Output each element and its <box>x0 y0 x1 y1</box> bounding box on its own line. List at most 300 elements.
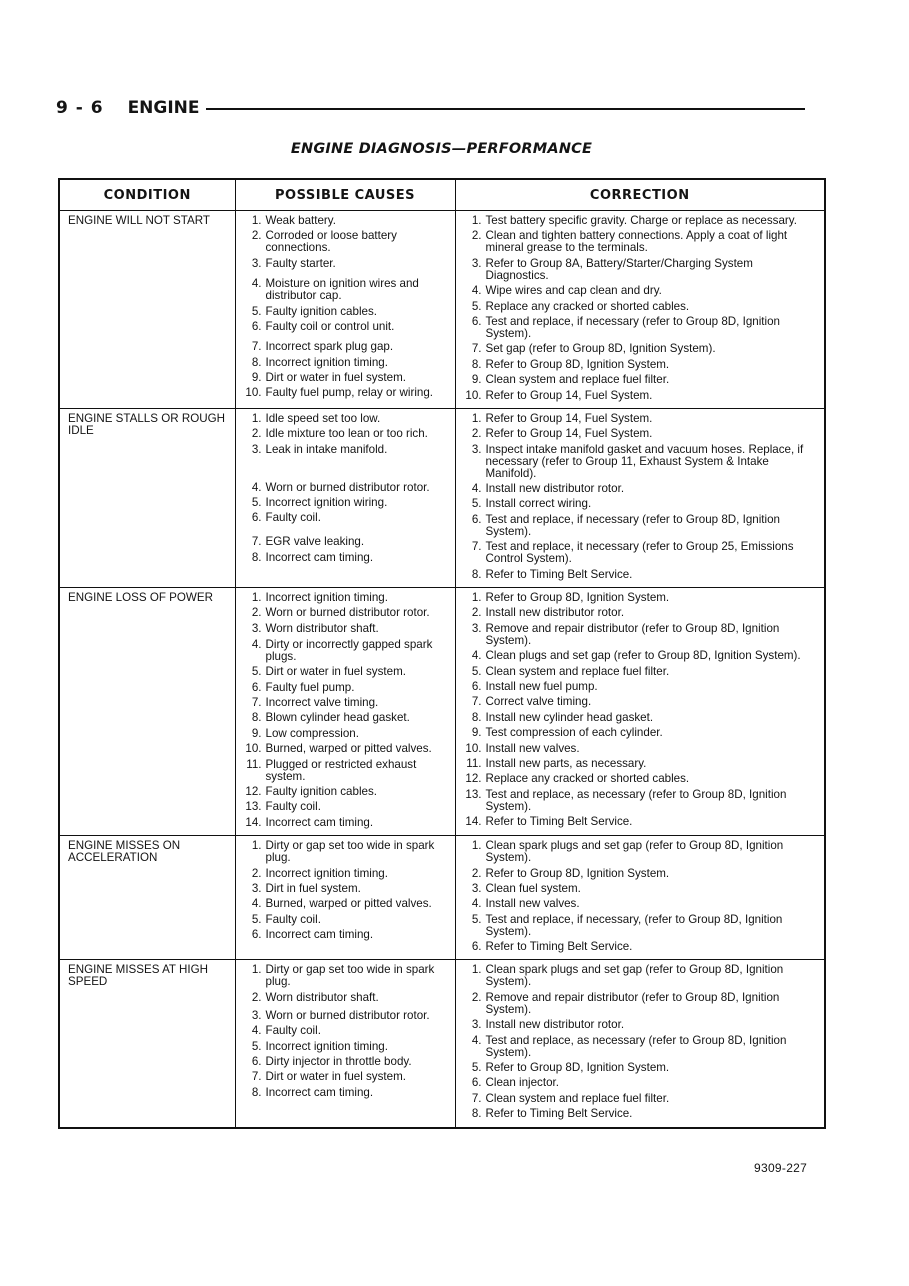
cause-item <box>244 786 449 798</box>
cause-item <box>244 992 449 1004</box>
item-number: 2. <box>251 229 262 243</box>
item-text: Remove and repair distributor (refer to Group 8D, Ignition System). <box>485 990 780 1016</box>
figure-id: 9309-227 <box>754 1161 808 1175</box>
item-text: Dirt in fuel system. <box>265 881 361 895</box>
cause-item <box>244 444 449 456</box>
item-number: 6. <box>251 928 262 942</box>
item-text: Worn or burned distributor rotor. <box>265 1008 430 1022</box>
correction-item <box>464 868 819 880</box>
item-number: 4. <box>251 897 262 911</box>
cause-item <box>244 639 449 663</box>
causes-list <box>244 592 449 829</box>
item-text: Install new valves. <box>485 741 580 755</box>
item-text: Clean system and replace fuel filter. <box>485 1091 670 1105</box>
cause-item <box>244 497 449 509</box>
condition-cell: ENGINE STALLS OR ROUGH IDLE <box>59 408 235 587</box>
correction-item <box>464 743 819 755</box>
correction-item <box>464 773 819 785</box>
correction-item <box>464 816 819 828</box>
item-number: 5. <box>471 664 482 678</box>
page-number: 9 - 6 <box>56 98 104 118</box>
item-text: Refer to Timing Belt Service. <box>485 815 633 829</box>
correction-item <box>464 258 819 282</box>
item-text: Replace any cracked or shorted cables. <box>485 772 690 786</box>
correction-item <box>464 483 819 495</box>
item-number: 2. <box>471 866 482 880</box>
cause-item <box>244 868 449 880</box>
correction-item <box>464 607 819 619</box>
cause-item <box>244 482 449 494</box>
item-text: Burned, warped or pitted valves. <box>265 897 432 911</box>
cause-item <box>244 682 449 694</box>
item-number: 5. <box>251 912 262 926</box>
item-text: Faulty ignition cables. <box>265 304 377 318</box>
item-text: Faulty coil. <box>265 800 321 814</box>
item-number: 3. <box>471 881 482 895</box>
condition-cell: ENGINE WILL NOT START <box>59 211 235 409</box>
correction-item <box>464 898 819 910</box>
item-number: 10. <box>465 741 482 755</box>
item-number: 4. <box>471 1033 482 1047</box>
cause-item <box>244 623 449 635</box>
item-text: Incorrect ignition timing. <box>265 866 388 880</box>
item-text: Test and replace, as necessary (refer to Group 8D, Ignition System). <box>485 787 787 813</box>
item-number: 8. <box>251 711 262 725</box>
item-number: 3. <box>251 621 262 635</box>
correction-item <box>464 285 819 297</box>
corrections-list <box>464 592 819 828</box>
item-text: Incorrect ignition timing. <box>265 1039 388 1053</box>
correction-item <box>464 992 819 1016</box>
cause-item <box>244 413 449 425</box>
causes-cell <box>235 960 455 1128</box>
item-number: 7. <box>471 540 482 554</box>
corrections-list <box>464 413 819 581</box>
correction-item <box>464 914 819 938</box>
item-text: Refer to Timing Belt Service. <box>485 567 633 581</box>
table-row <box>59 960 825 1128</box>
item-number: 7. <box>251 340 262 354</box>
item-number: 1. <box>471 411 482 425</box>
correction-item <box>464 666 819 678</box>
item-number: 6. <box>471 512 482 526</box>
item-number: 2. <box>471 229 482 243</box>
item-number: 5. <box>251 304 262 318</box>
column-header-condition: CONDITION <box>59 179 235 211</box>
item-number: 14. <box>465 815 482 829</box>
item-text: Incorrect cam timing. <box>265 550 374 564</box>
correction-item <box>464 1093 819 1105</box>
causes-list <box>244 964 449 1098</box>
item-text: Dirty or gap set too wide in spark plug. <box>265 839 435 865</box>
item-number: 3. <box>251 881 262 895</box>
correction-item <box>464 1108 819 1120</box>
item-text: Clean plugs and set gap (refer to Group 8D, Ignition System). <box>485 649 801 663</box>
item-text: Moisture on ignition wires and distributor cap. <box>265 277 419 303</box>
cause-item <box>244 1041 449 1053</box>
corrections-cell <box>455 588 825 836</box>
item-number: 7. <box>251 695 262 709</box>
correction-item <box>464 359 819 371</box>
item-text: Plugged or restricted exhaust system. <box>265 757 417 783</box>
item-text: Worn or burned distributor rotor. <box>265 480 430 494</box>
item-number: 1. <box>471 591 482 605</box>
item-number: 7. <box>471 695 482 709</box>
cause-item <box>244 230 449 254</box>
header-rule <box>206 108 805 110</box>
item-text: Refer to Group 14, Fuel System. <box>485 388 653 402</box>
item-number: 8. <box>471 1107 482 1121</box>
item-text: Install new distributor rotor. <box>485 606 625 620</box>
item-text: Refer to Timing Belt Service. <box>485 1107 633 1121</box>
item-text: Incorrect valve timing. <box>265 695 379 709</box>
cause-item <box>244 743 449 755</box>
item-number: 6. <box>251 320 262 334</box>
causes-cell <box>235 588 455 836</box>
cause-item <box>244 1056 449 1068</box>
page-title: ENGINE DIAGNOSIS—PERFORMANCE <box>290 141 593 157</box>
item-text: Install new cylinder head gasket. <box>485 710 654 724</box>
correction-item <box>464 1077 819 1089</box>
item-number: 10. <box>245 386 262 400</box>
table-row <box>59 211 825 409</box>
cause-item <box>244 712 449 724</box>
item-number: 9. <box>471 726 482 740</box>
table-row <box>59 408 825 587</box>
cause-item <box>244 592 449 604</box>
cause-item <box>244 1071 449 1083</box>
condition-cell: ENGINE MISSES AT HIGH SPEED <box>59 960 235 1128</box>
item-text: Dirty or incorrectly gapped spark plugs. <box>265 637 433 663</box>
correction-item <box>464 592 819 604</box>
item-number: 8. <box>251 550 262 564</box>
item-text: Clean fuel system. <box>485 881 581 895</box>
item-text: Test and replace, if necessary (refer to Group 8D, Ignition System). <box>485 314 780 340</box>
item-text: Faulty fuel pump, relay or wiring. <box>265 386 434 400</box>
cause-item <box>244 357 449 369</box>
item-number: 6. <box>471 314 482 328</box>
item-number: 1. <box>251 839 262 853</box>
item-text: Clean and tighten battery connections. Apply a coat of light mineral grease to the terminals. <box>485 229 788 255</box>
item-number: 2. <box>471 606 482 620</box>
item-text: Dirty injector in throttle body. <box>265 1055 412 1069</box>
item-text: Incorrect cam timing. <box>265 815 374 829</box>
correction-item <box>464 1019 819 1031</box>
correction-item <box>464 498 819 510</box>
item-text: Test compression of each cylinder. <box>485 726 663 740</box>
cause-item <box>244 929 449 941</box>
item-number: 11. <box>466 756 482 770</box>
item-number: 5. <box>251 665 262 679</box>
item-text: Clean system and replace fuel filter. <box>485 664 670 678</box>
correction-item <box>464 1035 819 1059</box>
item-number: 4. <box>471 649 482 663</box>
item-number: 9. <box>471 373 482 387</box>
causes-list <box>244 413 449 564</box>
cause-item <box>244 306 449 318</box>
item-number: 2. <box>251 427 262 441</box>
correction-item <box>464 541 819 565</box>
item-text: Refer to Group 8D, Ignition System. <box>485 1061 670 1075</box>
item-number: 3. <box>471 1018 482 1032</box>
item-text: Faulty fuel pump. <box>265 680 355 694</box>
cause-item <box>244 883 449 895</box>
item-text: Clean spark plugs and set gap (refer to Group 8D, Ignition System). <box>485 963 784 989</box>
item-text: Remove and repair distributor (refer to Group 8D, Ignition System). <box>485 621 780 647</box>
item-text: Blown cylinder head gasket. <box>265 711 410 725</box>
correction-item <box>464 650 819 662</box>
correction-item <box>464 883 819 895</box>
item-text: Corroded or loose battery connections. <box>265 229 397 255</box>
item-text: EGR valve leaking. <box>265 535 365 549</box>
item-text: Dirt or water in fuel system. <box>265 665 406 679</box>
correction-item <box>464 215 819 227</box>
item-text: Faulty coil. <box>265 511 321 525</box>
item-text: Inspect intake manifold gasket and vacuum hoses. Replace, if necessary (refer to Group 11, Exhaust System & Intake Manifold). <box>485 442 804 480</box>
cause-item <box>244 372 449 384</box>
correction-item <box>464 343 819 355</box>
item-text: Install new fuel pump. <box>485 679 598 693</box>
item-number: 5. <box>471 912 482 926</box>
correction-item <box>464 623 819 647</box>
correction-item <box>464 681 819 693</box>
item-text: Clean spark plugs and set gap (refer to Group 8D, Ignition System). <box>485 839 784 865</box>
page-header <box>56 96 805 120</box>
item-number: 2. <box>471 990 482 1004</box>
item-text: Test and replace, if necessary (refer to Group 8D, Ignition System). <box>485 512 780 538</box>
item-text: Dirt or water in fuel system. <box>265 1070 406 1084</box>
item-text: Faulty ignition cables. <box>265 784 377 798</box>
item-number: 1. <box>471 839 482 853</box>
item-number: 4. <box>471 482 482 496</box>
item-number: 3. <box>251 1008 262 1022</box>
item-number: 4. <box>251 480 262 494</box>
item-number: 7. <box>471 342 482 356</box>
cause-item <box>244 801 449 813</box>
correction-item <box>464 316 819 340</box>
item-number: 6. <box>251 1055 262 1069</box>
item-number: 8. <box>251 1085 262 1099</box>
item-number: 1. <box>471 963 482 977</box>
item-number: 2. <box>251 606 262 620</box>
item-text: Incorrect ignition timing. <box>265 355 388 369</box>
item-number: 4. <box>471 284 482 298</box>
item-number: 13. <box>465 787 482 801</box>
correction-item <box>464 941 819 953</box>
cause-item <box>244 552 449 564</box>
item-number: 3. <box>251 257 262 271</box>
item-number: 12. <box>465 772 482 786</box>
item-number: 10. <box>245 742 262 756</box>
corrections-cell <box>455 836 825 960</box>
correction-item <box>464 696 819 708</box>
item-text: Faulty coil or control unit. <box>265 320 395 334</box>
item-number: 7. <box>471 1091 482 1105</box>
diagnosis-table <box>58 178 826 1129</box>
table-row <box>59 836 825 960</box>
item-number: 1. <box>251 411 262 425</box>
item-text: Worn distributor shaft. <box>265 990 379 1004</box>
item-text: Incorrect cam timing. <box>265 928 374 942</box>
item-number: 5. <box>251 1039 262 1053</box>
item-text: Leak in intake manifold. <box>265 442 388 456</box>
item-text: Weak battery. <box>265 214 336 227</box>
item-text: Test and replace, as necessary (refer to Group 8D, Ignition System). <box>485 1033 787 1059</box>
correction-item <box>464 840 819 864</box>
correction-item <box>464 301 819 313</box>
cause-item <box>244 512 449 524</box>
item-text: Faulty coil. <box>265 912 321 926</box>
item-number: 5. <box>471 299 482 313</box>
item-number: 7. <box>251 1070 262 1084</box>
corrections-list <box>464 840 819 953</box>
item-text: Clean system and replace fuel filter. <box>485 373 670 387</box>
cause-item <box>244 215 449 227</box>
cause-item <box>244 666 449 678</box>
cause-item <box>244 759 449 783</box>
item-number: 14. <box>245 815 262 829</box>
item-text: Incorrect ignition timing. <box>265 591 388 605</box>
item-number: 2. <box>251 990 262 1004</box>
cause-item <box>244 321 449 333</box>
correction-item <box>464 964 819 988</box>
item-text: Refer to Group 8A, Battery/Starter/Charging System Diagnostics. <box>485 256 753 282</box>
item-text: Install correct wiring. <box>485 497 592 511</box>
item-number: 4. <box>251 637 262 651</box>
item-text: Install new distributor rotor. <box>485 482 625 496</box>
item-number: 4. <box>251 1024 262 1038</box>
item-text: Worn distributor shaft. <box>265 621 379 635</box>
item-text: Refer to Timing Belt Service. <box>485 940 633 954</box>
column-header-correction: CORRECTION <box>455 179 825 211</box>
item-text: Test and replace, if necessary, (refer to Group 8D, Ignition System). <box>485 912 783 938</box>
item-text: Refer to Group 14, Fuel System. <box>485 427 653 441</box>
item-number: 4. <box>251 277 262 291</box>
causes-list <box>244 840 449 941</box>
condition-cell: ENGINE MISSES ON ACCELERATION <box>59 836 235 960</box>
causes-list <box>244 215 449 399</box>
item-text: Burned, warped or pitted valves. <box>265 742 432 756</box>
correction-item <box>464 789 819 813</box>
item-text: Faulty coil. <box>265 1024 321 1038</box>
item-text: Incorrect ignition wiring. <box>265 496 388 510</box>
correction-item <box>464 1062 819 1074</box>
cause-item <box>244 898 449 910</box>
item-number: 4. <box>471 897 482 911</box>
correction-item <box>464 428 819 440</box>
item-text: Incorrect spark plug gap. <box>265 340 394 354</box>
table-row <box>59 588 825 836</box>
item-number: 2. <box>251 866 262 880</box>
correction-item <box>464 413 819 425</box>
correction-item <box>464 569 819 581</box>
cause-item <box>244 840 449 864</box>
item-text: Install new parts, as necessary. <box>485 756 647 770</box>
item-text: Install new valves. <box>485 897 580 911</box>
corrections-cell <box>455 211 825 409</box>
item-text: Incorrect cam timing. <box>265 1085 374 1099</box>
item-text: Faulty starter. <box>265 257 336 271</box>
item-number: 1. <box>251 214 262 227</box>
item-number: 6. <box>471 1076 482 1090</box>
item-number: 9. <box>251 726 262 740</box>
correction-item <box>464 758 819 770</box>
causes-cell <box>235 836 455 960</box>
item-number: 6. <box>471 679 482 693</box>
cause-item <box>244 914 449 926</box>
item-number: 5. <box>471 497 482 511</box>
item-number: 6. <box>471 940 482 954</box>
cause-item <box>244 1010 449 1022</box>
item-number: 12. <box>245 784 262 798</box>
item-number: 8. <box>471 357 482 371</box>
item-number: 5. <box>471 1061 482 1075</box>
cause-item <box>244 341 449 353</box>
item-text: Wipe wires and cap clean and dry. <box>485 284 662 298</box>
correction-item <box>464 374 819 386</box>
item-number: 9. <box>251 370 262 384</box>
item-number: 6. <box>251 680 262 694</box>
item-text: Clean injector. <box>485 1076 559 1090</box>
item-text: Replace any cracked or shorted cables. <box>485 299 690 313</box>
corrections-cell <box>455 408 825 587</box>
item-text: Refer to Group 8D, Ignition System. <box>485 866 670 880</box>
item-text: Idle speed set too low. <box>265 411 381 425</box>
item-text: Dirt or water in fuel system. <box>265 370 406 384</box>
item-number: 10. <box>465 388 482 402</box>
corrections-list <box>464 215 819 402</box>
cause-item <box>244 697 449 709</box>
corrections-list <box>464 964 819 1120</box>
cause-item <box>244 278 449 302</box>
item-text: Refer to Group 8D, Ignition System. <box>485 357 670 371</box>
cause-item <box>244 728 449 740</box>
item-number: 3. <box>471 256 482 270</box>
item-number: 1. <box>251 591 262 605</box>
cause-item <box>244 817 449 829</box>
cause-item <box>244 536 449 548</box>
item-number: 8. <box>471 710 482 724</box>
item-text: Worn or burned distributor rotor. <box>265 606 430 620</box>
item-text: Correct valve timing. <box>485 695 592 709</box>
causes-cell <box>235 408 455 587</box>
table-header-row <box>59 179 825 211</box>
column-header-causes: POSSIBLE CAUSES <box>235 179 455 211</box>
item-number: 8. <box>251 355 262 369</box>
section-name: ENGINE <box>127 98 200 118</box>
correction-item <box>464 390 819 402</box>
item-text: Test and replace, it necessary (refer to Group 25, Emissions Control System). <box>485 540 794 566</box>
cause-item <box>244 1025 449 1037</box>
item-text: Low compression. <box>265 726 359 740</box>
correction-item <box>464 230 819 254</box>
item-text: Install new distributor rotor. <box>485 1018 625 1032</box>
corrections-cell <box>455 960 825 1128</box>
item-number: 3. <box>471 621 482 635</box>
item-number: 13. <box>245 800 262 814</box>
item-number: 3. <box>251 442 262 456</box>
condition-cell: ENGINE LOSS OF POWER <box>59 588 235 836</box>
cause-item <box>244 607 449 619</box>
item-number: 1. <box>251 963 262 977</box>
item-text: Dirty or gap set too wide in spark plug. <box>265 963 435 989</box>
cause-item <box>244 1087 449 1099</box>
item-number: 3. <box>471 442 482 456</box>
item-text: Test battery specific gravity. Charge or replace as necessary. <box>485 214 797 227</box>
item-text: Idle mixture too lean or too rich. <box>265 427 428 441</box>
cause-item <box>244 964 449 988</box>
cause-item <box>244 258 449 270</box>
